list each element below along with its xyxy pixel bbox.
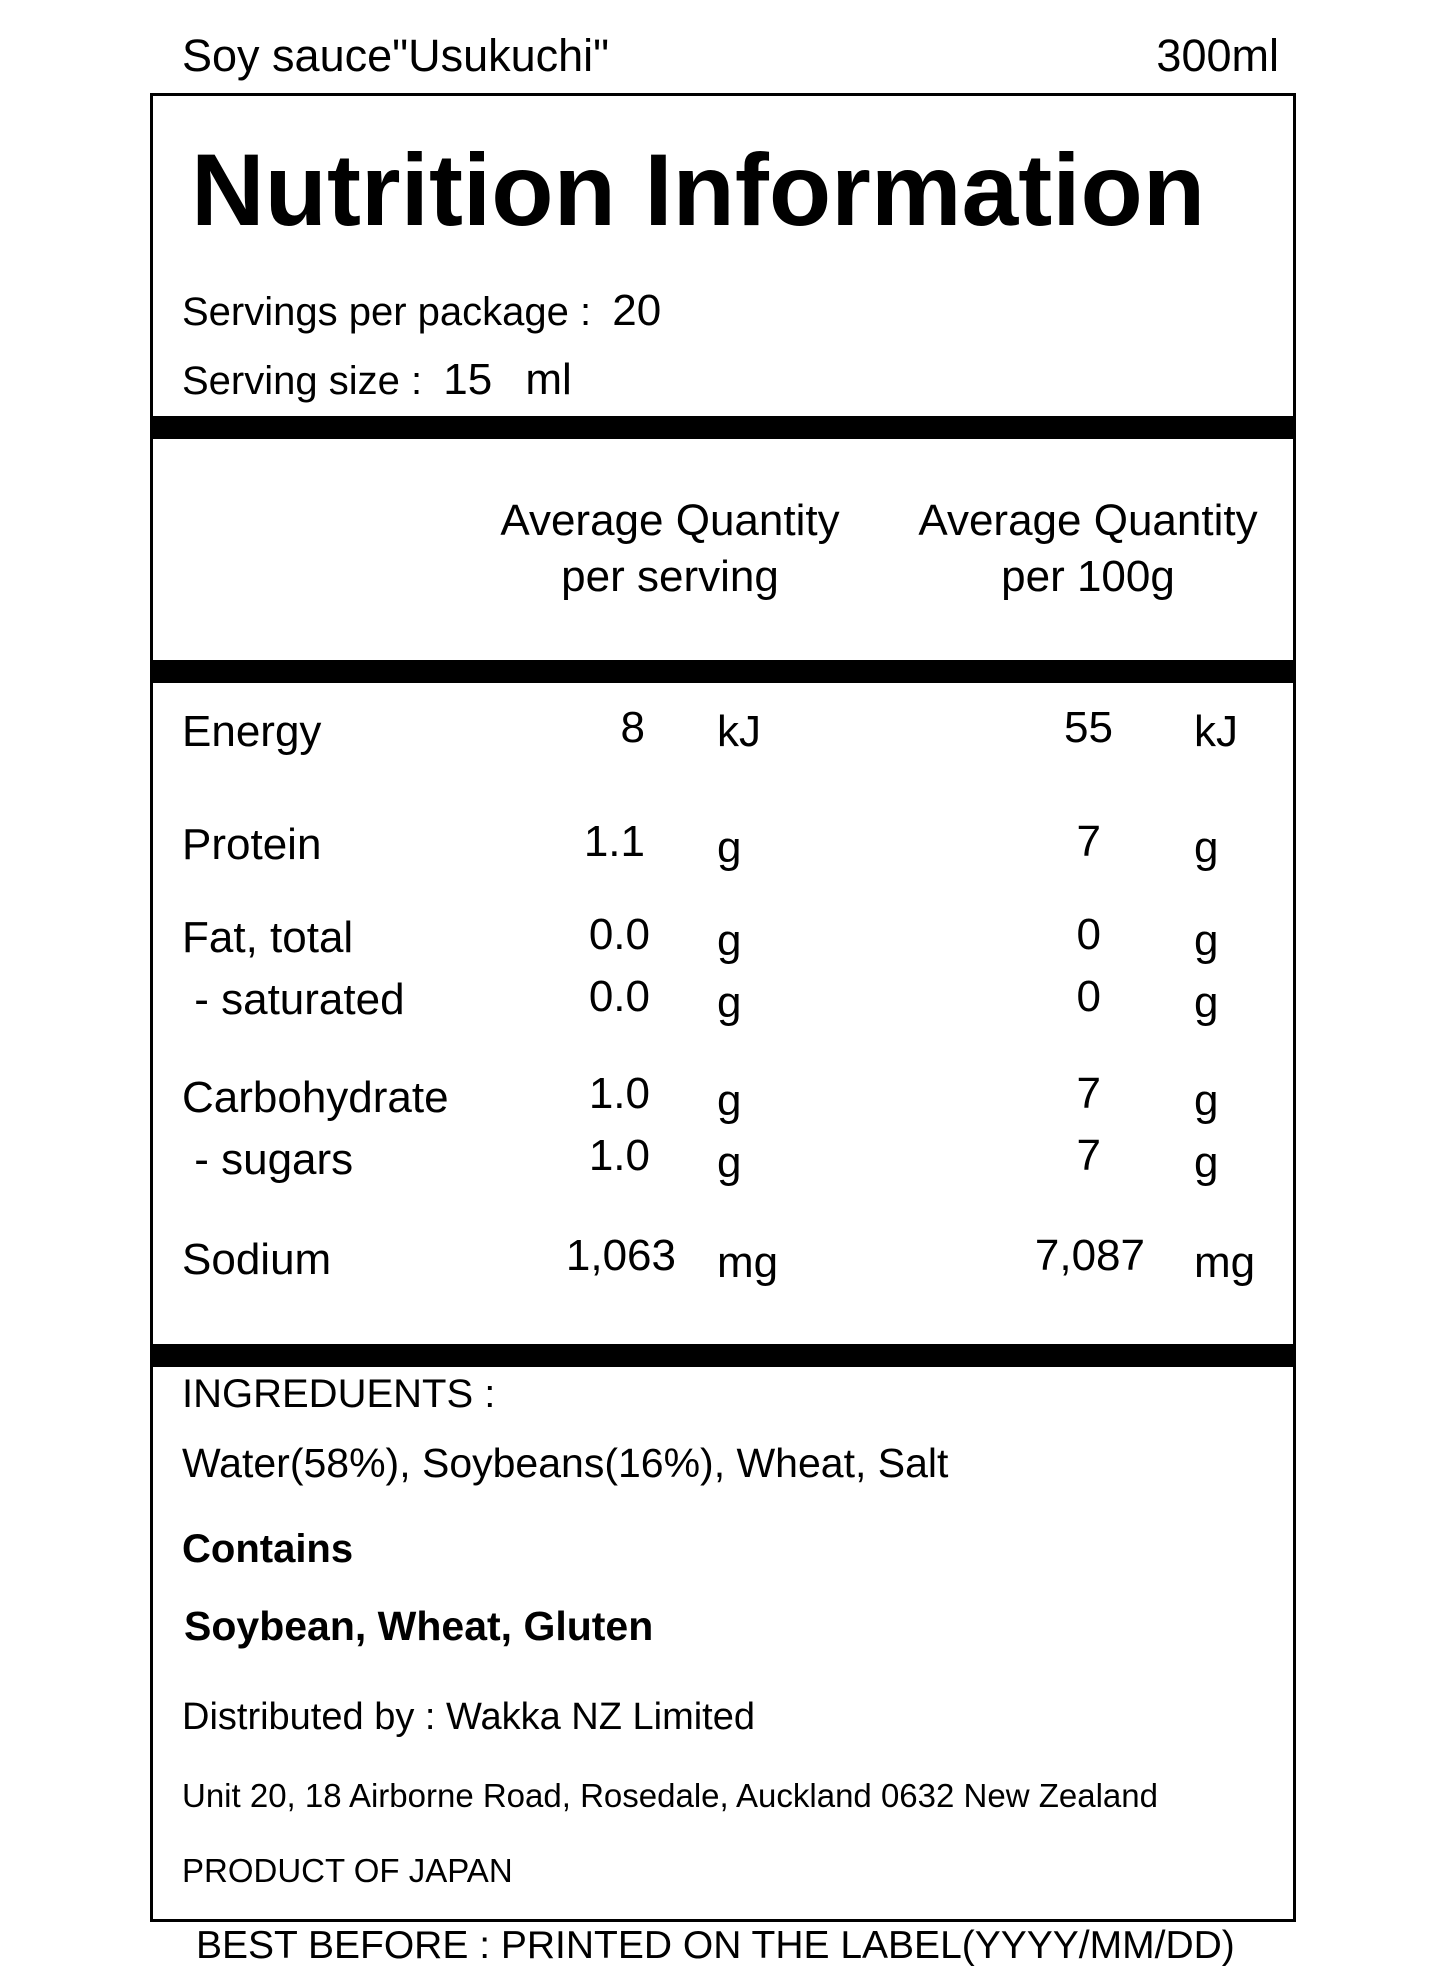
country-of-origin: PRODUCT OF JAPAN — [182, 1852, 513, 1889]
nutrient-per100-unit: g — [1194, 978, 1219, 1027]
nutrient-name: Sodium — [182, 1235, 332, 1284]
column-header-per-100g-line2: per 100g — [1001, 552, 1175, 601]
divider-rule — [150, 416, 1296, 439]
nutrient-serving-unit: g — [717, 978, 742, 1027]
nutrient-serving-value: 1.1 — [583, 817, 645, 866]
nutrient-per100-value: 7 — [1076, 817, 1101, 866]
nutrient-serving-value: 0.0 — [588, 972, 650, 1021]
nutrient-serving-value: 1.0 — [588, 1069, 650, 1118]
nutrient-name: Energy — [182, 707, 322, 756]
nutrient-per100-value: 7,087 — [1034, 1231, 1145, 1280]
column-header-per-serving — [470, 493, 870, 605]
servings-per-package-value: 20 — [612, 286, 662, 335]
distributor-address: Unit 20, 18 Airborne Road, Rosedale, Auckland 0632 New Zealand — [182, 1777, 1158, 1814]
distributor-line: Distributed by : Wakka NZ Limited — [182, 1696, 755, 1738]
product-volume: 300ml — [1156, 30, 1279, 81]
nutrient-per100-unit: g — [1194, 823, 1219, 872]
nutrient-per100-unit: g — [1194, 916, 1219, 965]
serving-size — [182, 355, 572, 405]
nutrient-serving-value: 0.0 — [588, 910, 650, 959]
column-header-per-serving-line2: per serving — [561, 552, 779, 601]
nutrient-per100-value: 0 — [1076, 972, 1101, 1021]
nutrient-serving-unit: kJ — [717, 707, 761, 756]
divider-rule — [150, 660, 1296, 683]
allergens-list: Soybean, Wheat, Gluten — [184, 1603, 654, 1649]
product-name: Soy sauce"Usukuchi" — [182, 30, 610, 81]
column-header-per-100g-line1: Average Quantity — [918, 496, 1258, 545]
nutrition-title: Nutrition Information — [191, 133, 1206, 247]
allergens-heading: Contains — [182, 1527, 354, 1571]
nutrient-name: Fat, total — [182, 913, 354, 962]
servings-per-package-label: Servings per package : — [182, 290, 592, 334]
nutrient-name: Protein — [182, 820, 322, 869]
nutrient-per100-value: 7 — [1076, 1131, 1101, 1180]
nutrient-per100-value: 7 — [1076, 1069, 1101, 1118]
nutrient-serving-unit: mg — [717, 1238, 779, 1287]
best-before-note: BEST BEFORE : PRINTED ON THE LABEL(YYYY/MM/DD) — [196, 1924, 1235, 1967]
nutrient-per100-unit: g — [1194, 1138, 1219, 1187]
column-header-per-100g — [888, 493, 1288, 605]
serving-size-value: 15 — [443, 355, 493, 404]
ingredients-heading: INGREDUENTS : — [182, 1372, 496, 1416]
nutrient-name: - sugars — [182, 1135, 354, 1184]
nutrient-serving-value: 8 — [620, 703, 645, 752]
nutrient-per100-value: 0 — [1076, 910, 1101, 959]
serving-size-label: Serving size : — [182, 359, 423, 403]
nutrient-per100-unit: kJ — [1194, 707, 1238, 756]
nutrient-per100-value: 55 — [1064, 703, 1113, 752]
divider-rule — [150, 1344, 1296, 1367]
servings-per-package — [182, 286, 661, 336]
nutrient-serving-unit: g — [717, 1138, 742, 1187]
nutrient-per100-unit: mg — [1194, 1238, 1256, 1287]
column-header-per-serving-line1: Average Quantity — [500, 496, 840, 545]
nutrient-name: Carbohydrate — [182, 1073, 449, 1122]
nutrient-serving-value: 1.0 — [588, 1131, 650, 1180]
ingredients-list: Water(58%), Soybeans(16%), Wheat, Salt — [182, 1440, 949, 1486]
nutrient-name: - saturated — [182, 975, 405, 1024]
nutrient-serving-value: 1,063 — [565, 1231, 676, 1280]
nutrient-per100-unit: g — [1194, 1076, 1219, 1125]
nutrient-serving-unit: g — [717, 823, 742, 872]
nutrient-serving-unit: g — [717, 916, 742, 965]
serving-size-unit: ml — [525, 355, 572, 404]
nutrient-serving-unit: g — [717, 1076, 742, 1125]
